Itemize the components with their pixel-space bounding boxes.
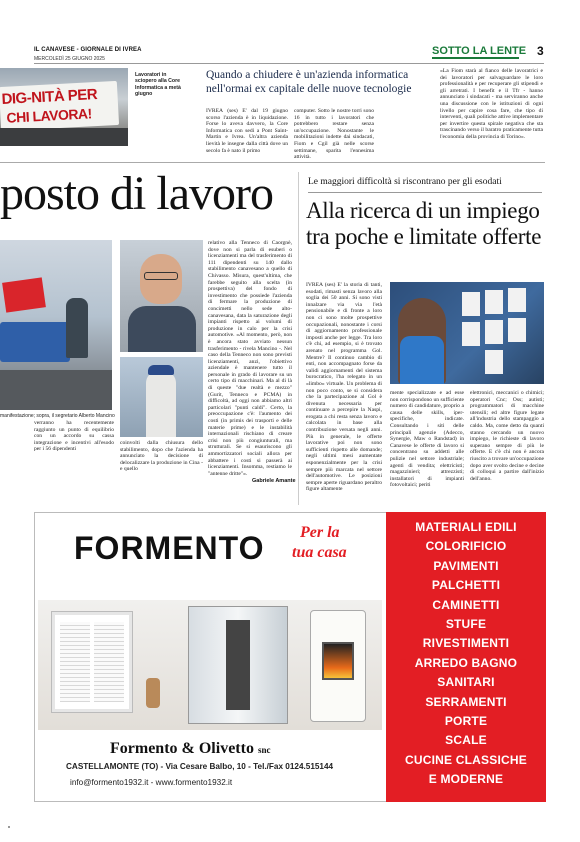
demonstration-photo (0, 240, 112, 410)
main-col-b: coinvolti dalla chiusura dello stabilimento, dopo che l'azienda ha annunciato la decisione di delocalizzare la produzione in Cina - e quello (120, 440, 203, 473)
notice-4 (462, 322, 480, 346)
bathroom-scene (38, 600, 382, 730)
ad-product-item: CAMINETTI (432, 597, 500, 612)
section-title: SOTTO LA LENTE (432, 45, 527, 57)
dateline: MERCOLEDÌ 25 GIUGNO 2025 (34, 56, 105, 62)
right-headline: Alla ricerca di un impiego tra poche e limitate offerte (306, 198, 542, 249)
portrait-photo (120, 240, 203, 352)
top-col-1 (206, 108, 288, 156)
section-underline (432, 57, 519, 59)
window-pane-right (94, 622, 124, 702)
ad-product-item: ARREDO BAGNO (414, 655, 518, 670)
glasses (144, 272, 178, 280)
top-col-2: computer. Sotto le nostre torri sono 16 in tutto i lavoratori che potrebbero restare senza un'occupazione. Nonostante le mobilitazioni indette dai sindacati, Fiom e Cgil già nelle scorse settimane, sparita l'ennesima attività. (294, 108, 374, 161)
notice-5 (485, 320, 503, 344)
top-col-1-text: IVREA (ses) E' dal 19 giugno scorso l'azienda è in liquidazione. Forse lo aveva davvero, la Core Informatica con sedi a Pont Saint-Martin e Ivrea. Un'altra azienda lievità le insegne dalla città dove un secolo fa è nato il primo (206, 108, 288, 154)
photo-caption-top: Lavoratori in sciopero alla Core Informatica a metà giugno (135, 72, 181, 98)
right-col-3: elettronici, meccanici o chimici; operatori Cnc; Oss; autisti; programmatori di macchine utensili; ed altre figure legate all'industria dello stampaggio a caldo. Ma, come detto da quanti stanno cercando un nuovo impiego, le richieste di lavoro superano sempre di più le offerte. E c'è chi non è ancora riuscito a trovare un'occupazione dopo aver svolto decine e decine di colloqui a partire dall'inizio dell'anno. (470, 390, 544, 482)
kicker-underline (308, 192, 542, 193)
banner-text-2: CHI LAVORA! (6, 105, 93, 126)
speaker-photo (120, 357, 203, 437)
ad-company-name: Formento & Olivetto (110, 740, 254, 757)
header-divider (34, 63, 544, 64)
strike-photo (0, 68, 128, 146)
top-headline: Quando a chiudere è un'azienda informatica nell'ormai ex capitale delle nuove tecnologie (206, 69, 412, 95)
right-col-2: mente specializzate e ad esse non corrispondono un sufficiente numero di candidature, proprio a causa delle skills, iper-specifiche, indicate. Consultando i siti delle principali agenzie (Adecco, Synergie, Maw o Randstad) in Canavese le offerte di lavoro si concentrano su addetti alle pulizie nel settore industriale; agenti di vendita; elettricisti; magazzinieri; attrezzisti; installatori di impianti fotovoltaici; periti (390, 390, 464, 489)
street (0, 370, 112, 410)
notice-6 (508, 318, 526, 342)
ad-product-item: PAVIMENTI (433, 558, 499, 573)
ad-brand: FORMENTO (74, 530, 265, 566)
protest-banner (0, 81, 119, 131)
ad-product-item: SCALE (445, 733, 487, 748)
ad-product-item: SANITARI (437, 675, 495, 690)
ad-slogan-2: tua casa (292, 544, 347, 561)
ad-product-item: STUFE (445, 616, 487, 631)
notice-2 (485, 290, 503, 314)
right-col-1: IVREA (ses) E' la storia di tanti, esodati, rimasti senza lavoro alla soglia dei 50 anni. Si sono visti innalzare via via l'età pensionabile e di fronte a loro non ci sono molte prospettive occupazionali, nonostante i corsi di aggiornamento professionale imposti anche per legge. Tra loro c'è chi, ad esempio, si è trovato arenato nel programma Gol. Mentre? Il continuo cambio di enti, non accompagnato forse da validi aggiornamenti del sistema burocratico, l'ha relegato in un «limbo» virtuale. Un problema di non poco conto, se si considera che la partecipazione al Gol è divenuta necessaria per continuare a percepire la Naspi, erogata a chi resta senza lavoro e calcolata in base alla contribuzione versata negli anni. Più in generale, le offerte lavorative poi non sono sufficienti rispetto alle domande; negli ultimi mesi aumentate esponenzialmente per la crisi sempre più marcata nel settore dell'automotive. Le posizioni sempre aperte riguardano peraltro figure altamente (306, 282, 382, 493)
flag-blue (0, 322, 70, 362)
vase (146, 678, 160, 708)
shower-panel (226, 620, 250, 710)
top-col-3: «La Fiom starà al fianco delle lavoratrici e dei lavoratori per salvaguardare le loro professionalità e per recuperare gli stipendi e gli arretrati. I benefit e il Tfr - hanno annunciato i sindacati - ma serviranno anche una discussione con le istituzioni di ogni livello per capire cosa fare, che tipo di interventi, quali politiche attive implementare per invertire questa spirale negativa che sta trascinando verso il baratro praticamente tutta l'economia della provincia di Torino». (440, 68, 543, 140)
bottom-mark (8, 826, 10, 828)
page-number: 3 (537, 44, 544, 58)
speaker-cap (148, 365, 174, 375)
ad-slogan-1: Per la (300, 524, 340, 541)
notice-3 (508, 288, 526, 312)
stove-fire (322, 642, 354, 680)
person-silhouette (66, 298, 88, 358)
main-photo-caption: manifestazione; sopra, il segretario Alberto Mancino (0, 413, 115, 419)
ad-product-item: SERRAMENTI (425, 694, 507, 709)
ad-address: CASTELLAMONTE (TO) - Via Cesare Balbo, 10 - Tel./Fax 0124.515144 (66, 762, 334, 771)
right-kicker: Le maggiori difficoltà si riscontrano per gli esodati (308, 177, 502, 187)
window-pane-left (60, 622, 90, 702)
ad-product-item: PORTE (444, 713, 488, 728)
ad-product-item: MATERIALI EDILI (415, 520, 517, 534)
job-board-photo (390, 282, 544, 384)
woman-top (400, 336, 444, 384)
notice-7 (485, 350, 503, 374)
ad-company (110, 740, 270, 758)
ad-web: info@formento1932.it - www.formento1932.it (70, 778, 233, 787)
main-col-c: relativo alla Tenneco di Caorgnè, dove non si parla di esuberi o licenziamenti ma del trasferimento di 111 dipendenti su 140 dallo stabilimento canavesano a quello di Chivasso. Misura, quest'ultima, che farebbe seguito alla scelta (in prospettiva) del fondo di investimento che possiede l'azienda di fermare la produzione di concimetti nello sede alto-canavesana, data la saturazione degli impianti rispetto ai volumi di produzione in calo per la crisi automotive. «Al momento, però, non è ancora stato avviato nessun trasferimento - rivela Mancino -. Nel caso della Tenneco non sono previsti licenziamenti, anzi, l'obiettivo aziendale è mantenere tutto il personale in grado di lavorare su un certo tipo di macchinari. Ma al di là di queste "due realtà e mezzo" (Gurit, Tenneco e PCMA) in difficoltà, ad oggi non abbiamo altri particolari "punti caldi". Certo, la preoccupazione c'è: l'aumento dei costi (in primis dei trasporti e delle materie prime) e le instabilità internazionali rischiano di creare crisi non più congiunturali, ma strutturali. Se si esauriscono gli ammortizzatori sociali allora per abbattere i costi si passerà ai licenziamenti. Insomma, restiamo le "antenne dritte"». (208, 240, 292, 477)
masthead: IL CANAVESE - GIORNALE DI IVREA (34, 47, 142, 53)
flag-red (2, 277, 46, 312)
ad-product-item: COLORIFICIO (425, 539, 507, 554)
ad-product-item: PALCHETTI (431, 578, 501, 593)
main-author: Gabriele Amante (252, 478, 296, 484)
ad-company-suffix: snc (257, 745, 271, 755)
ad-product-item: CUCINE CLASSICHE (405, 752, 527, 767)
top-divider (0, 162, 545, 163)
crowd (0, 128, 128, 146)
ad-product-list (386, 518, 546, 789)
banner-text-1: DIG-NITÀ PER (1, 86, 98, 108)
speaker-figure (146, 371, 176, 437)
ad-product-item: E MODERNE (428, 772, 504, 787)
notice-1 (462, 292, 480, 316)
portrait-shirt (128, 306, 196, 352)
main-headline: posto di lavoro (0, 167, 273, 220)
main-col-a: verranno ha recentemente raggiunto un punto di equilibrio con un accordo su cassa integrazione e incentivi all'esodo per i 56 dipendenti (34, 420, 114, 453)
ad-product-item: RIVESTIMENTI (422, 636, 510, 651)
